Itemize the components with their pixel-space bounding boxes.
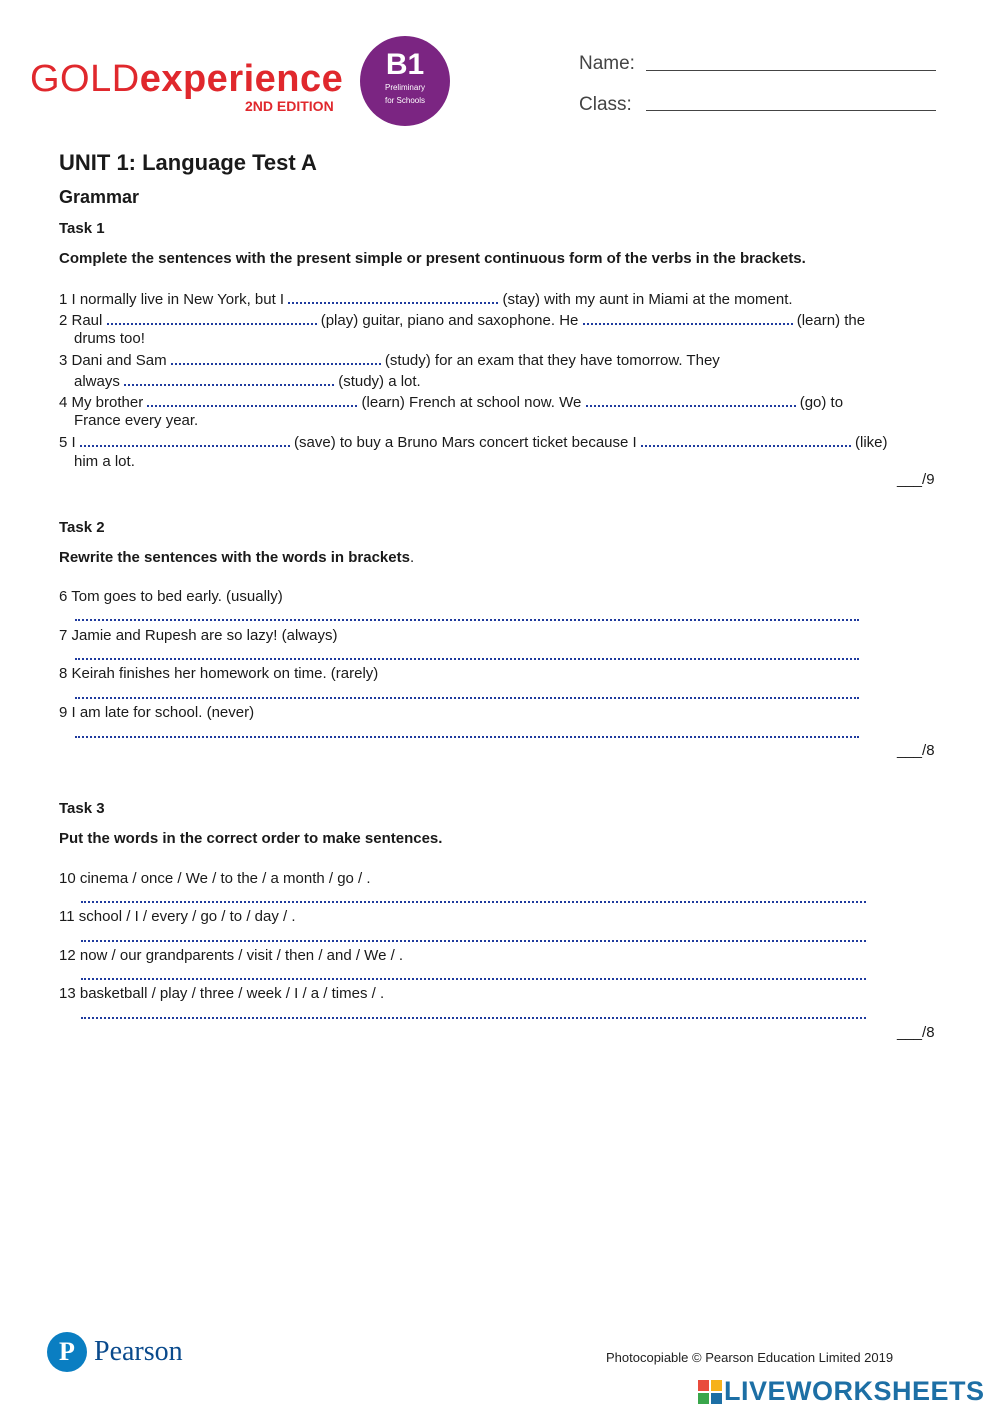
task1-sentence-4 xyxy=(59,391,843,413)
copyright-notice: Photocopiable © Pearson Education Limited 2019 xyxy=(606,1350,894,1365)
task3-item-13: 13 basketball / play / three / week / I / a / times / . xyxy=(59,985,385,1002)
s2-part-b: (play) guitar, piano and saxophone. He xyxy=(316,312,583,329)
pearson-logo-text: Pearson xyxy=(94,1336,183,1367)
name-label: Name: xyxy=(579,53,635,74)
answer-line-10[interactable] xyxy=(81,901,866,903)
gap-2a[interactable] xyxy=(107,309,317,325)
task2-heading: Task 2 xyxy=(59,519,105,536)
s5-part-a: 5 I xyxy=(59,434,80,451)
task2-item-7: 7 Jamie and Rupesh are so lazy! (always) xyxy=(59,627,338,644)
task3-instruction: Put the words in the correct order to make sentences. xyxy=(59,830,443,847)
gap-5a[interactable] xyxy=(80,431,290,447)
s2-part-c: (learn) the xyxy=(792,312,866,329)
task2-item-6: 6 Tom goes to bed early. (usually) xyxy=(59,588,283,605)
s1-part-b: (stay) with my aunt in Miami at the moment. xyxy=(498,291,793,308)
name-line[interactable] xyxy=(646,70,936,71)
section-heading: Grammar xyxy=(59,187,140,207)
task2-instruction-end: . xyxy=(409,549,415,566)
class-line[interactable] xyxy=(646,110,936,111)
badge-level: B1 xyxy=(385,48,425,81)
s1-part-a: 1 I normally live in New York, but I xyxy=(59,291,289,308)
gap-1[interactable] xyxy=(288,288,498,304)
level-badge xyxy=(360,36,450,126)
task3-item-10: 10 cinema / once / We / to the / a month / go / . xyxy=(59,870,371,887)
task1-sentence-3 xyxy=(59,349,720,371)
liveworksheets-icon xyxy=(698,1380,722,1404)
s3-part-b: (study) for an exam that they have tomorrow. They xyxy=(380,352,720,369)
gap-5b[interactable] xyxy=(641,431,851,447)
s5-part-c: (like) xyxy=(850,434,888,451)
s3-part-c: always xyxy=(74,373,125,390)
task1-sentence-3-cont xyxy=(74,370,421,392)
answer-line-13[interactable] xyxy=(81,1017,866,1019)
s2-part-d: drums too! xyxy=(74,330,145,347)
gap-3b[interactable] xyxy=(124,370,334,386)
s4-part-c: (go) to xyxy=(795,394,844,411)
s4-part-b: (learn) French at school now. We xyxy=(357,394,586,411)
s3-part-d: (study) a lot. xyxy=(334,373,421,390)
answer-line-12[interactable] xyxy=(81,978,866,980)
task1-sentence-1 xyxy=(59,288,793,310)
gap-3a[interactable] xyxy=(171,349,381,365)
s2-part-a: 2 Raul xyxy=(59,312,107,329)
liveworksheets-logo[interactable]: LIVEWORKSHEETS xyxy=(724,1376,985,1406)
task1-sentence-5 xyxy=(59,431,888,453)
task3-score: ___/8 xyxy=(897,1024,935,1041)
gap-4a[interactable] xyxy=(147,391,357,407)
class-label: Class: xyxy=(579,94,632,115)
task2-item-9: 9 I am late for school. (never) xyxy=(59,704,255,721)
s5-part-b: (save) to buy a Bruno Mars concert ticket because I xyxy=(289,434,641,451)
badge-sub-1: Preliminary xyxy=(384,83,425,92)
task2-instruction xyxy=(59,549,414,566)
answer-line-11[interactable] xyxy=(81,940,866,942)
answer-line-7[interactable] xyxy=(75,658,859,660)
answer-line-8[interactable] xyxy=(75,697,859,699)
logo-experience-text: experience xyxy=(139,58,344,100)
s4-part-d: France every year. xyxy=(74,412,199,429)
s3-part-a: 3 Dani and Sam xyxy=(59,352,171,369)
logo-edition: 2ND EDITION xyxy=(245,98,334,114)
badge-sub-2: for Schools xyxy=(384,96,426,105)
gap-2b[interactable] xyxy=(583,309,793,325)
task3-item-11: 11 school / I / every / go / to / day / . xyxy=(59,908,296,925)
pearson-logo-icon: P xyxy=(47,1332,87,1372)
task1-sentence-2 xyxy=(59,309,865,331)
logo-gold-text: GOLD xyxy=(30,58,140,100)
task3-heading: Task 3 xyxy=(59,800,105,817)
answer-line-9[interactable] xyxy=(75,736,859,738)
answer-line-6[interactable] xyxy=(75,619,859,621)
task2-score: ___/8 xyxy=(897,742,935,759)
task1-instruction: Complete the sentences with the present simple or present continuous form of the verbs in the brackets. xyxy=(59,250,806,267)
page-title: UNIT 1: Language Test A xyxy=(59,150,317,175)
s5-part-d: him a lot. xyxy=(74,453,135,470)
gap-4b[interactable] xyxy=(586,391,796,407)
task3-item-12: 12 now / our grandparents / visit / then / and / We / . xyxy=(59,947,404,964)
task1-heading: Task 1 xyxy=(59,220,105,237)
task2-item-8: 8 Keirah finishes her homework on time. (rarely) xyxy=(59,665,379,682)
s4-part-a: 4 My brother xyxy=(59,394,148,411)
gold-experience-logo xyxy=(30,58,343,101)
task1-score: ___/9 xyxy=(897,471,935,488)
task2-instruction-text: Rewrite the sentences with the words in brackets xyxy=(59,549,410,566)
